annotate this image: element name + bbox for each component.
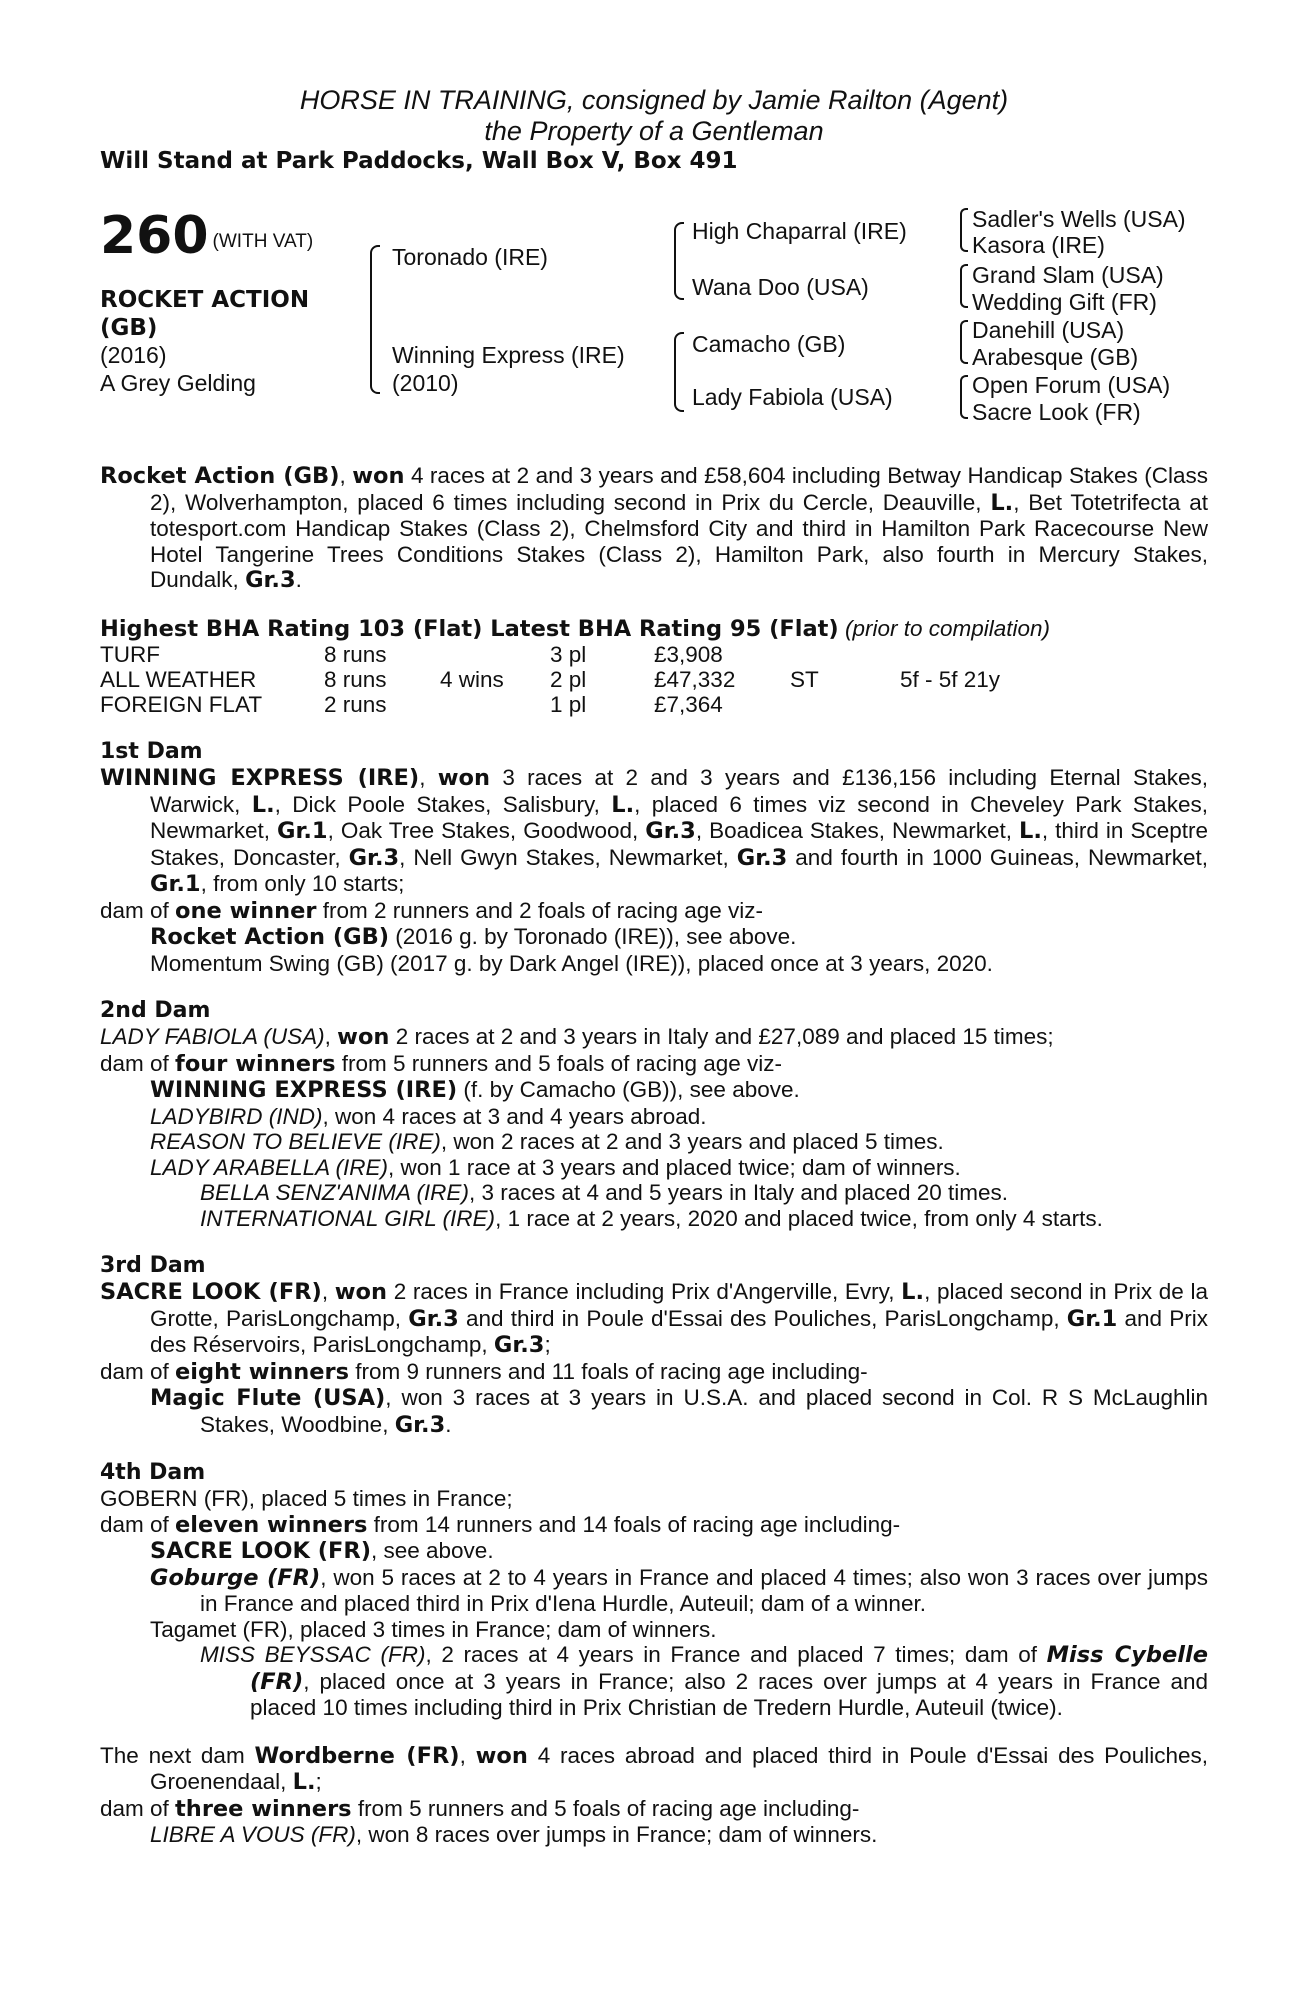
- sire-line-brace: [674, 222, 684, 300]
- table-row: ALL WEATHER 8 runs 4 wins 2 pl £47,332 ST 5f - 5f 21y: [100, 667, 1001, 692]
- horse-year: (2016): [100, 342, 167, 368]
- property-line: the Property of a Gentleman: [484, 116, 824, 146]
- list-item: Goburge (FR), won 5 races at 2 to 4 years in France and placed 4 times; also won 3 races over jumps in France and placed third in Prix d'Iena Hurdle, Auteuil; dam of a winner.: [150, 1564, 1209, 1616]
- pedigree-dam-sire: Camacho (GB): [692, 331, 846, 357]
- sire-dam-brace: [370, 245, 380, 394]
- gen3-brace-1: [960, 208, 968, 252]
- list-item: BELLA SENZ'ANIMA (IRE), 3 races at 4 and 5 years in Italy and placed 20 times.: [200, 1180, 1008, 1205]
- catalogue-body: [100, 463, 1208, 1848]
- gen3-brace-4: [960, 375, 968, 419]
- pedigree-dam-dam: Lady Fabiola (USA): [692, 384, 893, 410]
- next-dam-produce-summary: dam of three winners from 5 runners and 5 foals of racing age including-: [100, 1795, 860, 1822]
- list-item: MISS BEYSSAC (FR), 2 races at 4 years in France and placed 7 times; dam of Miss Cybelle (FR), placed once at 3 years in France; also 2 races over jumps at 4 years in France and placed 10 times including third in Prix Christian de Tredern Hurdle, Auteuil (twice).: [200, 1642, 1208, 1720]
- second-dam-produce-summary: dam of four winners from 5 runners and 5 foals of racing age viz-: [100, 1050, 783, 1077]
- second-dam-record: LADY FABIOLA (USA), won 2 races at 2 and 3 years in Italy and £27,089 and placed 15 times;: [100, 1024, 1054, 1050]
- pedigree-dds: Open Forum (USA): [972, 372, 1171, 398]
- pedigree-dam-year: (2010): [392, 370, 459, 396]
- table-row: FOREIGN FLAT 2 runs 1 pl £7,364: [100, 692, 723, 717]
- pedigree-sds: Grand Slam (USA): [972, 262, 1164, 288]
- first-dam-produce-summary: dam of one winner from 2 runners and 2 foals of racing age viz-: [100, 897, 763, 924]
- list-item: LADYBIRD (IND), won 4 races at 3 and 4 years abroad.: [150, 1103, 707, 1129]
- next-dam-record: The next dam Wordberne (FR), won 4 races abroad and placed third in Poule d'Essai des Pouliches, Groenendaal, L.;: [100, 1742, 1208, 1795]
- ratings-table: [100, 642, 1000, 717]
- list-item: LIBRE A VOUS (FR), won 8 races over jumps in France; dam of winners.: [150, 1822, 878, 1847]
- pedigree-ddd: Sacre Look (FR): [972, 399, 1141, 425]
- horse-name: ROCKET ACTION (GB): [100, 287, 310, 341]
- list-item: Momentum Swing (GB) (2017 g. by Dark Angel (IRE)), placed once at 3 years, 2020.: [150, 950, 993, 976]
- pedigree-sire-sire: High Chaparral (IRE): [692, 218, 907, 244]
- first-dam-heading: 1st Dam: [100, 739, 203, 764]
- list-item: LADY ARABELLA (IRE), won 1 race at 3 years and placed twice; dam of winners.: [150, 1154, 961, 1180]
- lot-number: [100, 208, 313, 270]
- gen3-brace-3: [960, 320, 968, 364]
- third-dam-produce-summary: dam of eight winners from 9 runners and 11 foals of racing age including-: [100, 1358, 868, 1385]
- vat-label: (WITH VAT): [212, 231, 314, 252]
- stabling-line: Will Stand at Park Paddocks, Wall Box V, Box 491: [100, 148, 738, 174]
- list-item: INTERNATIONAL GIRL (IRE), 1 race at 2 years, 2020 and placed twice, from only 4 starts.: [200, 1205, 1103, 1231]
- ratings-heading: Highest BHA Rating 103 (Flat) Latest BHA Rating 95 (Flat) (prior to compilation): [100, 615, 1051, 642]
- list-item: Rocket Action (GB) (2016 g. by Toronado (IRE)), see above.: [150, 924, 797, 950]
- lot-number-value: 260: [100, 206, 209, 266]
- list-item: WINNING EXPRESS (IRE) (f. by Camacho (GB)), see above.: [150, 1077, 800, 1103]
- fourth-dam-heading: 4th Dam: [100, 1460, 206, 1485]
- race-record-summary: Rocket Action (GB), won 4 races at 2 and 3 years and £58,604 including Betway Handicap Stakes (Class 2), Wolverhampton, placed 6 times including second in Prix du Cercle, Deauville, L., Bet Totetrifecta at totesport.com Handicap Stakes (Class 2), Chelmsford City and third in Hamilton Park Racecourse New Hotel Tangerine Trees Conditions Stakes (Class 2), Hamilton Park, also fourth in Mercury Stakes, Dundalk, Gr.3.: [100, 463, 1208, 593]
- pedigree-ssd: Kasora (IRE): [972, 232, 1105, 258]
- consignor-line: HORSE IN TRAINING, consigned by Jamie Railton (Agent): [299, 85, 1009, 115]
- table-row: TURF 8 runs 3 pl £3,908: [100, 642, 723, 667]
- list-item: REASON TO BELIEVE (IRE), won 2 races at 2 and 3 years and placed 5 times.: [150, 1129, 944, 1154]
- second-dam-heading: 2nd Dam: [100, 998, 211, 1023]
- fourth-dam-record: GOBERN (FR), placed 5 times in France;: [100, 1486, 513, 1511]
- pedigree-dss: Danehill (USA): [972, 317, 1125, 343]
- gen3-brace-2: [960, 264, 968, 308]
- pedigree-sire-dam: Wana Doo (USA): [692, 274, 869, 300]
- list-item: Magic Flute (USA), won 3 races at 3 years in U.S.A. and placed second in Col. R S McLaughlin Stakes, Woodbine, Gr.3.: [150, 1385, 1209, 1438]
- pedigree-sss: Sadler's Wells (USA): [972, 206, 1186, 232]
- pedigree-sdd: Wedding Gift (FR): [972, 289, 1157, 315]
- dam-line-brace: [674, 332, 684, 412]
- first-dam-record: WINNING EXPRESS (IRE), won 3 races at 2 and 3 years and £136,156 including Eternal Stakes, Warwick, L., Dick Poole Stakes, Salisbury, L., placed 6 times viz second in Cheveley Park Stakes, Newmarket, Gr.1, Oak Tree Stakes, Goodwood, Gr.3, Boadicea Stakes, Newmarket, L., third in Sceptre Stakes, Doncaster, Gr.3, Nell Gwyn Stakes, Newmarket, Gr.3 and fourth in 1000 Guineas, Newmarket, Gr.1, from only 10 starts;: [100, 765, 1208, 897]
- pedigree-sire: Toronado (IRE): [392, 244, 548, 270]
- third-dam-record: SACRE LOOK (FR), won 2 races in France including Prix d'Angerville, Evry, L., placed second in Prix de la Grotte, ParisLongchamp, Gr.3 and third in Poule d'Essai des Pouliches, ParisLongchamp, Gr.1 and Prix des Réservoirs, ParisLongchamp, Gr.3;: [100, 1279, 1209, 1358]
- pedigree-dsd: Arabesque (GB): [972, 344, 1139, 370]
- pedigree-dam: Winning Express (IRE): [392, 342, 625, 368]
- horse-description: A Grey Gelding: [100, 370, 256, 396]
- fourth-dam-produce-summary: dam of eleven winners from 14 runners and 14 foals of racing age including-: [100, 1511, 901, 1538]
- list-item: SACRE LOOK (FR), see above.: [150, 1538, 494, 1564]
- list-item: Tagamet (FR), placed 3 times in France; dam of winners.: [150, 1616, 717, 1642]
- third-dam-heading: 3rd Dam: [100, 1253, 206, 1278]
